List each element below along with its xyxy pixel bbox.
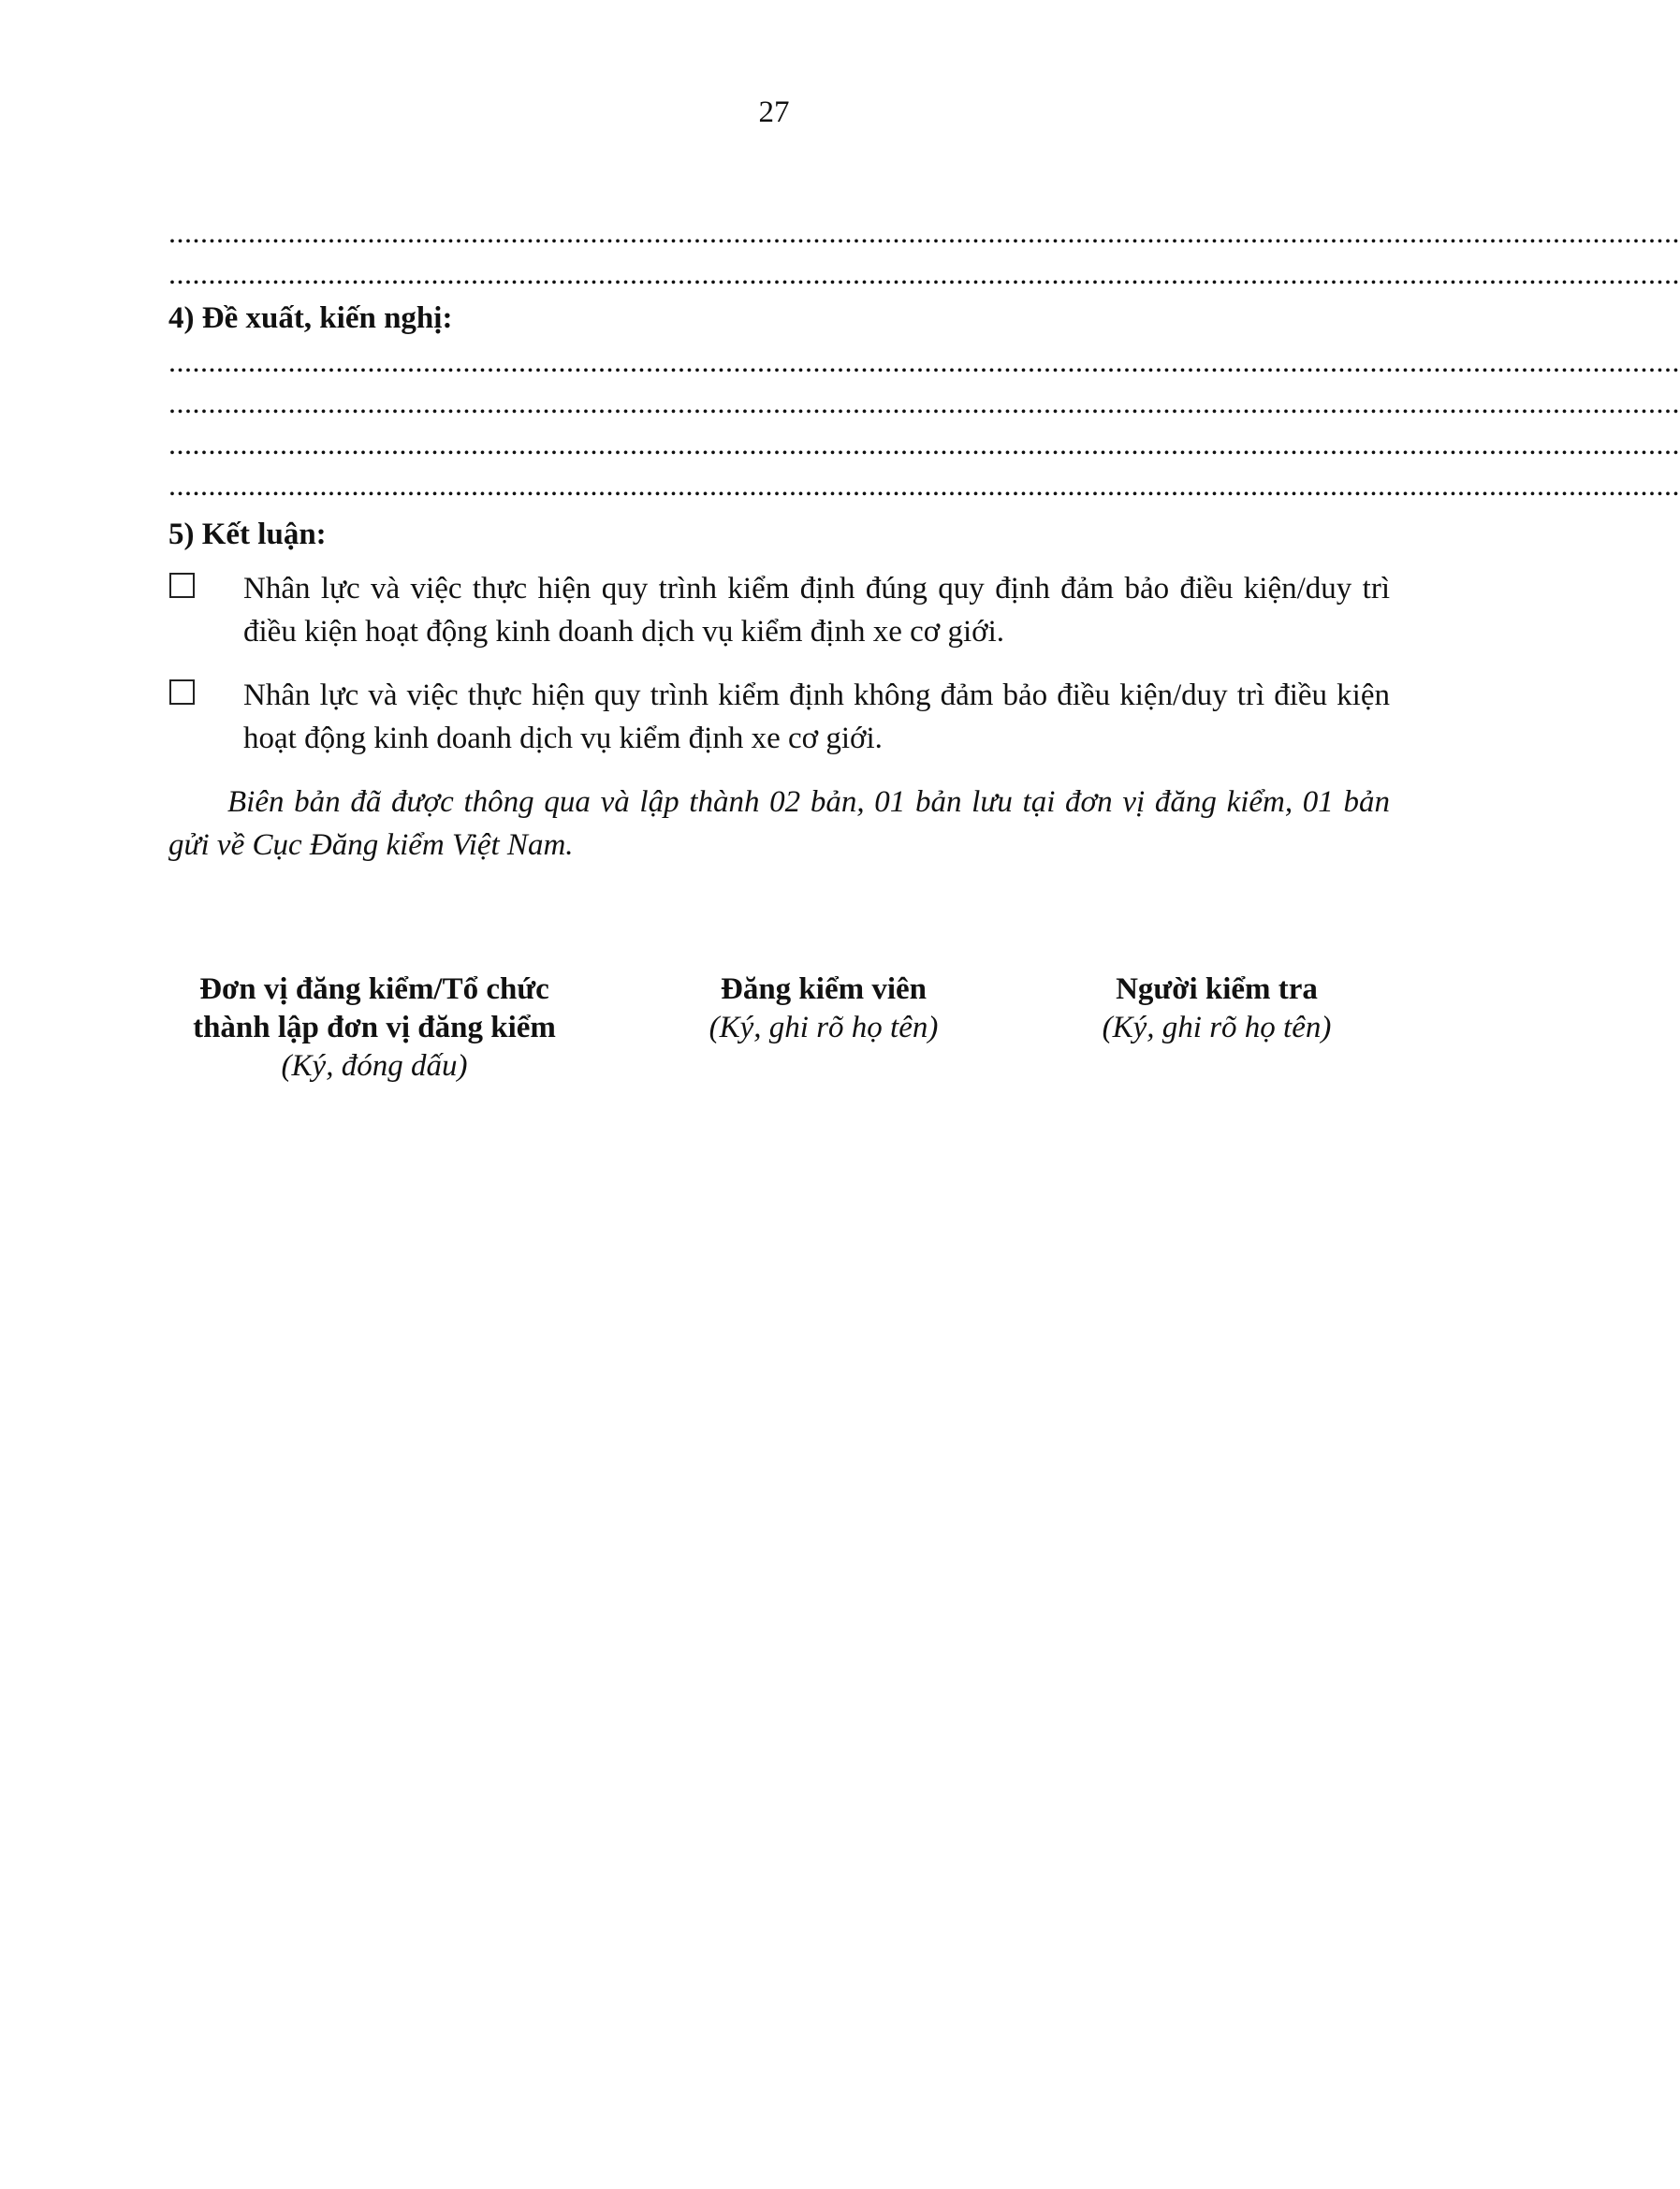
dotted-line: .............................................................................................................................................................................................. [168,215,1680,249]
closing-note: Biên bản đã được thông qua và lập thành 02 bản, 01 bản lưu tại đơn vị đăng kiểm, 01 bản gửi về Cục Đăng kiểm Việt Nam. [168,785,1390,862]
dotted-line: .............................................................................................................................................................................................. [168,468,1680,502]
dotted-line: .............................................................................................................................................................................................. [168,344,1680,378]
signature-note: (Ký, đóng dấu) [281,1049,468,1083]
page-number: 27 [758,95,790,129]
signature-note: (Ký, ghi rõ họ tên) [1102,1011,1332,1044]
signature-block-unit [159,970,590,1086]
conclusion-checkbox-noncompliant[interactable] [169,679,195,705]
signature-block-inspector [655,970,992,1047]
dotted-line: .............................................................................................................................................................................................. [168,386,1680,419]
signature-title: Người kiểm tra [1116,972,1318,1006]
signature-title: Đăng kiểm viên [720,972,927,1006]
section-heading-conclusion: 5) Kết luận: [168,518,327,551]
signature-title: thành lập đơn vị đăng kiểm [193,1011,556,1044]
signature-title: Đơn vị đăng kiểm/Tổ chức [199,972,549,1006]
dotted-line: .............................................................................................................................................................................................. [168,427,1680,460]
signature-note: (Ký, ghi rõ họ tên) [709,1011,939,1044]
conclusion-option-compliant: Nhân lực và việc thực hiện quy trình kiểm định đúng quy định đảm bảo điều kiện/duy trì điều kiện hoạt động kinh doanh dịch vụ kiểm định xe cơ giới. [243,572,1390,649]
signature-block-checker [1048,970,1385,1047]
conclusion-checkbox-compliant[interactable] [169,573,195,598]
section-heading-proposals: 4) Đề xuất, kiến nghị: [168,301,453,335]
dotted-line: .............................................................................................................................................................................................. [168,256,1680,290]
conclusion-option-noncompliant: Nhân lực và việc thực hiện quy trình kiểm định không đảm bảo điều kiện/duy trì điều kiện hoạt động kinh doanh dịch vụ kiểm định xe cơ giới. [243,679,1390,755]
